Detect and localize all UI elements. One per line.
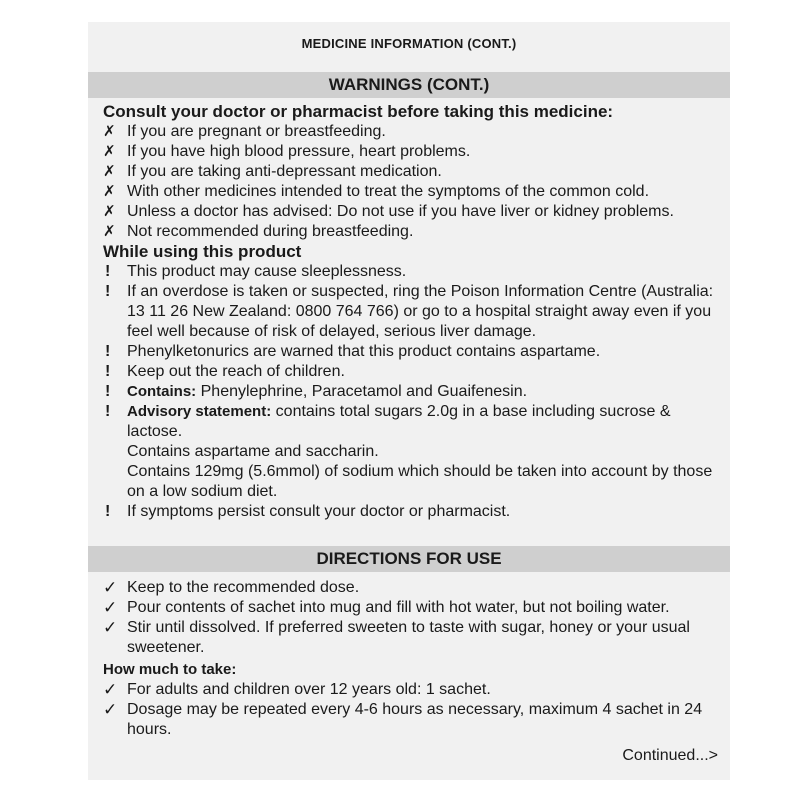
warnings-section — [103, 102, 723, 522]
medicine-info-panel — [88, 22, 730, 780]
advisory-sweeteners: Contains aspartame and saccharin. — [127, 443, 379, 460]
using-item: ! Keep out the reach of children. — [105, 363, 345, 380]
persist-item: ! If symptoms persist consult your doctor or pharmacist. — [105, 503, 511, 520]
cross-icon: ✗ — [103, 223, 116, 240]
directions-band: DIRECTIONS FOR USE — [88, 546, 730, 572]
continued-label: Continued...> — [622, 747, 718, 764]
consult-item: ✗ If you are taking anti-depressant medication. — [103, 163, 442, 180]
advisory-item — [103, 402, 723, 502]
advisory-text: contains total sugars 2.0g in a base including sucrose & lactose. — [127, 403, 671, 440]
cross-icon: ✗ — [103, 183, 116, 200]
dose-item: ✓ Dosage may be repeated every 4-6 hours as necessary, maximum 4 sachet in 24 hours. — [103, 700, 703, 738]
direction-item: ✓ Stir until dissolved. If preferred sweeten to taste with sugar, honey or your usual sweetener. — [103, 618, 690, 656]
directions-section — [103, 578, 723, 740]
warning-icon: ! — [105, 343, 111, 360]
consult-item: ✗ Not recommended during breastfeeding. — [103, 223, 414, 240]
advisory-sodium: Contains 129mg (5.6mmol) of sodium which should be taken into account by those on a low sodium diet. — [127, 463, 713, 500]
contains-item — [103, 382, 723, 402]
check-icon: ✓ — [103, 598, 118, 617]
check-icon: ✓ — [103, 578, 118, 597]
how-much-heading: How much to take: — [103, 661, 237, 678]
direction-item: ✓ Keep to the recommended dose. — [103, 578, 360, 597]
consult-item: ✗ If you have high blood pressure, heart problems. — [103, 143, 471, 160]
check-icon: ✓ — [103, 700, 118, 719]
using-item: ! Phenylketonurics are warned that this product contains aspartame. — [105, 343, 601, 360]
using-item: ! This product may cause sleeplessness. — [105, 263, 407, 280]
cross-icon: ✗ — [103, 203, 116, 220]
warning-icon: ! — [105, 383, 111, 400]
warning-icon: ! — [105, 503, 111, 520]
check-icon: ✓ — [103, 618, 118, 637]
using-heading: While using this product — [103, 242, 302, 261]
contains-label: Contains: — [127, 383, 197, 400]
cross-icon: ✗ — [103, 163, 116, 180]
warning-icon: ! — [105, 363, 111, 380]
cross-icon: ✗ — [103, 143, 116, 160]
check-icon: ✓ — [103, 680, 118, 699]
warnings-band: WARNINGS (CONT.) — [88, 72, 730, 98]
direction-item: ✓ Pour contents of sachet into mug and fill with hot water, but not boiling water. — [103, 598, 670, 617]
warning-icon: ! — [105, 283, 111, 300]
cross-icon: ✗ — [103, 123, 116, 140]
consult-item: ✗ Unless a doctor has advised: Do not use if you have liver or kidney problems. — [103, 203, 674, 220]
warning-icon: ! — [105, 403, 111, 420]
warning-icon: ! — [105, 263, 111, 280]
page-title: MEDICINE INFORMATION (CONT.) — [301, 36, 517, 51]
consult-heading: Consult your doctor or pharmacist before taking this medicine: — [103, 102, 614, 121]
consult-item: ✗ If you are pregnant or breastfeeding. — [103, 123, 386, 140]
overdose-item: ! If an overdose is taken or suspected, ring the Poison Information Centre (Australia: 13 11 26 New Zealand: 0800 764 766) or go to a hospital straight away even if you feel well because of risk of delayed, serious liver damage. — [105, 283, 714, 340]
contains-text: Phenylephrine, Paracetamol and Guaifenesin. — [196, 383, 528, 400]
advisory-label: Advisory statement: — [127, 403, 272, 420]
dose-item: ✓ For adults and children over 12 years old: 1 sachet. — [103, 680, 491, 699]
consult-item: ✗ With other medicines intended to treat the symptoms of the common cold. — [103, 183, 650, 200]
